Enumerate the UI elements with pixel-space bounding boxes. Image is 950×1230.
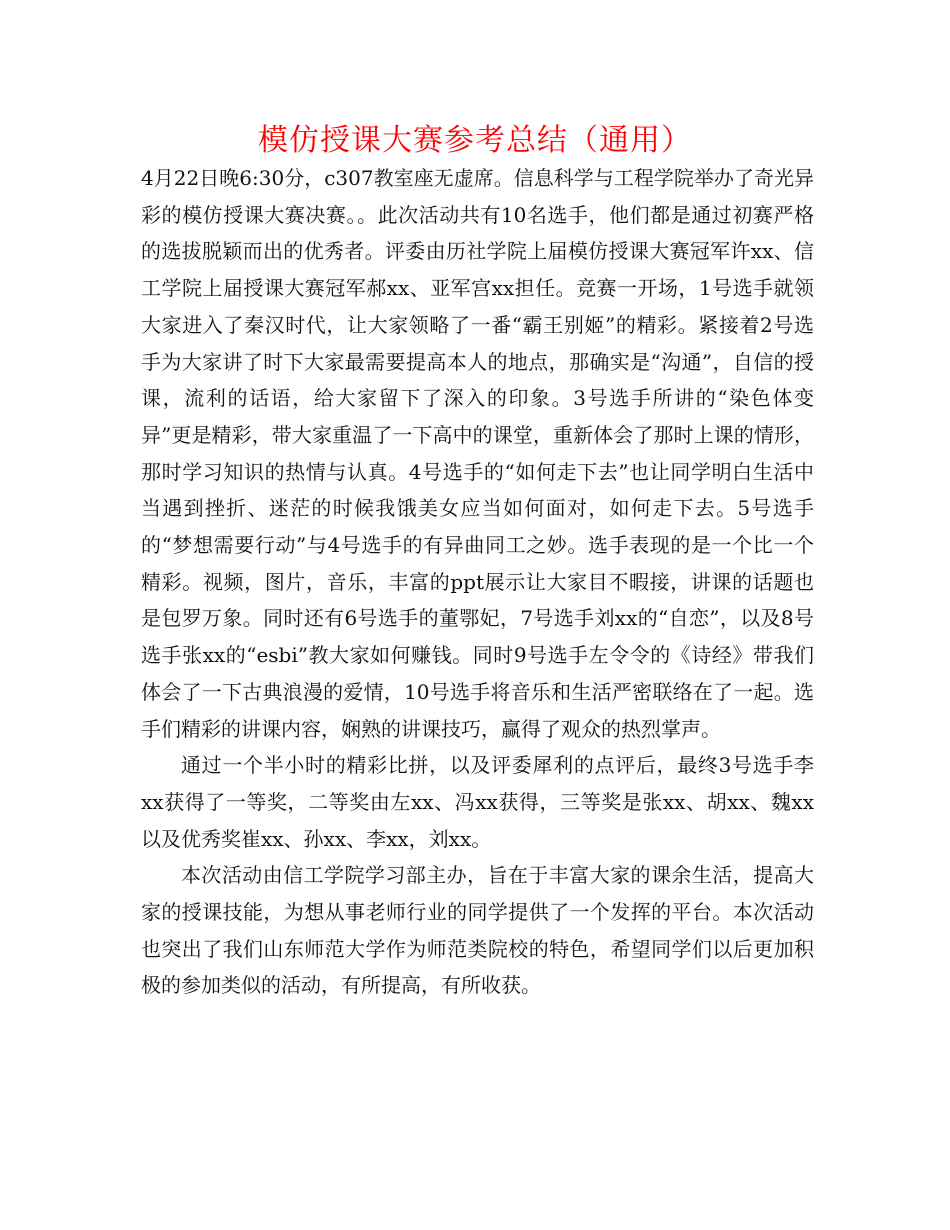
- paragraph-2: 通过一个半小时的精彩比拼，以及评委犀利的点评后，最终3号选手李xx获得了一等奖，二等奖由左xx、冯xx获得，三等奖是张xx、胡xx、魏xx以及优秀奖崔xx、孙xx、李xx，刘xx。: [141, 753, 814, 851]
- paragraph-1: 4月22日晚6:30分，c307教室座无虚席。信息科学与工程学院举办了奇光异彩的模仿授课大赛决赛。。此次活动共有10名选手，他们都是通过初赛严格的选拔脱颖而出的优秀者。评委由历社学院上届模仿授课大赛冠军许xx、信工学院上届授课大赛冠军郝xx、亚军宫xx担任。竞赛一开场，1号选手就领大家进入了秦汉时代，让大家领略了一番“霸王别姬”的精彩。紧接着2号选手为大家讲了时下大家最需要提高本人的地点，那确实是“沟通”，自信的授课，流利的话语，给大家留下了深入的印象。3号选手所讲的“染色体变异”更是精彩，带大家重温了一下高中的课堂，重新体会了那时上课的情形，那时学习知识的热情与认真。4号选手的“如何走下去”也让同学明白生活中当遇到挫折、迷茫的时候我饿美女应当如何面对，如何走下去。5号选手的“梦想需要行动”与4号选手的有异曲同工之妙。选手表现的是一个比一个精彩。视频，图片，音乐，丰富的ppt展示让大家目不暇接，讲课的话题也是包罗万象。同时还有6号选手的董鄂妃，7号选手刘xx的“自恋”，以及8号选手张xx的“esbi”教大家如何赚钱。同时9号选手左令令的《诗经》带我们体会了一下古典浪漫的爱情，10号选手将音乐和生活严密联络在了一起。选手们精彩的讲课内容，娴熟的讲课技巧，赢得了观众的热烈掌声。: [141, 166, 814, 741]
- document-title: 模仿授课大赛参考总结（通用）: [258, 123, 692, 158]
- paragraph-3: 本次活动由信工学院学习部主办，旨在于丰富大家的课余生活，提高大家的授课技能，为想从事老师行业的同学提供了一个发挥的平台。本次活动也突出了我们山东师范大学作为师范类院校的特色，希望同学们以后更加积极的参加类似的活动，有所提高，有所收获。: [141, 863, 814, 998]
- document-body: [141, 160, 814, 1004]
